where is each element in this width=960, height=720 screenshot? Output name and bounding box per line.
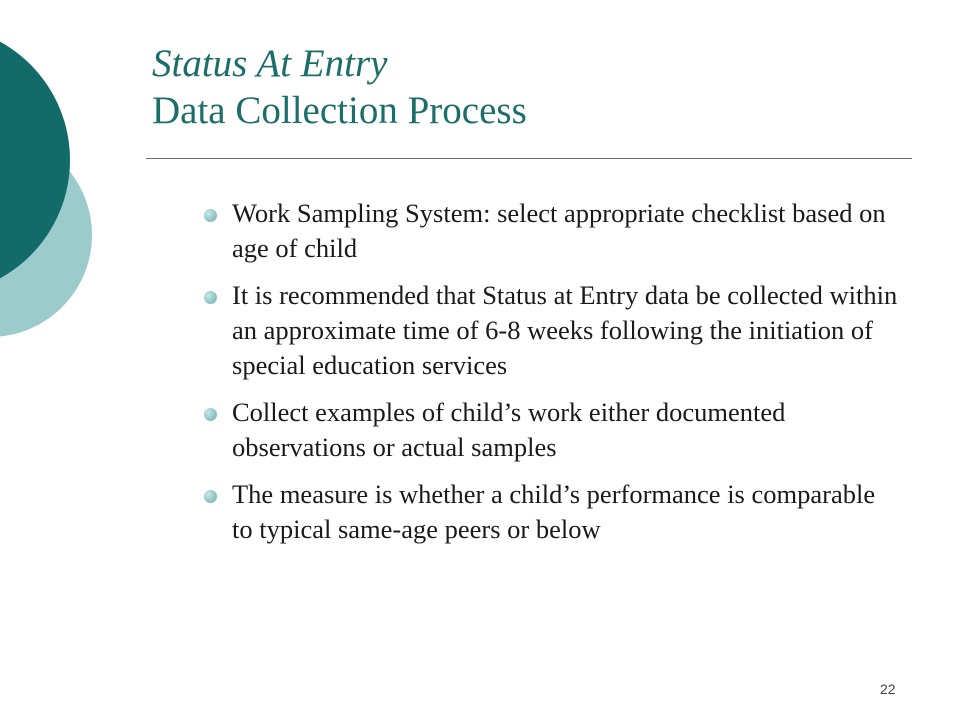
- bullet-item: [200, 477, 900, 547]
- bullet-dot-icon: [204, 209, 217, 222]
- bullet-item: [200, 196, 900, 266]
- bullet-item: [200, 278, 900, 383]
- title-line-2: Data Collection Process: [152, 89, 527, 132]
- bullet-dot-icon: [204, 291, 217, 304]
- bullet-dot-icon: [204, 408, 217, 421]
- bullet-list: [200, 196, 900, 559]
- title-divider: [146, 158, 912, 159]
- title-line-1: Status At Entry: [152, 42, 388, 85]
- bullet-text: The measure is whether a child’s performance is comparable to typical same-age peers or below: [232, 479, 876, 544]
- decorative-circles: [0, 0, 120, 380]
- bullet-dot-icon: [204, 490, 217, 503]
- bullet-text: Collect examples of child’s work either documented observations or actual samples: [232, 397, 786, 462]
- slide-title: [152, 40, 932, 134]
- slide-number: 22: [880, 681, 896, 697]
- bullet-item: [200, 395, 900, 465]
- bullet-text: Work Sampling System: select appropriate checklist based on age of child: [232, 198, 886, 263]
- bullet-text: It is recommended that Status at Entry data be collected within an approximate time of 6-8 weeks following the initiation of special education services: [232, 280, 898, 380]
